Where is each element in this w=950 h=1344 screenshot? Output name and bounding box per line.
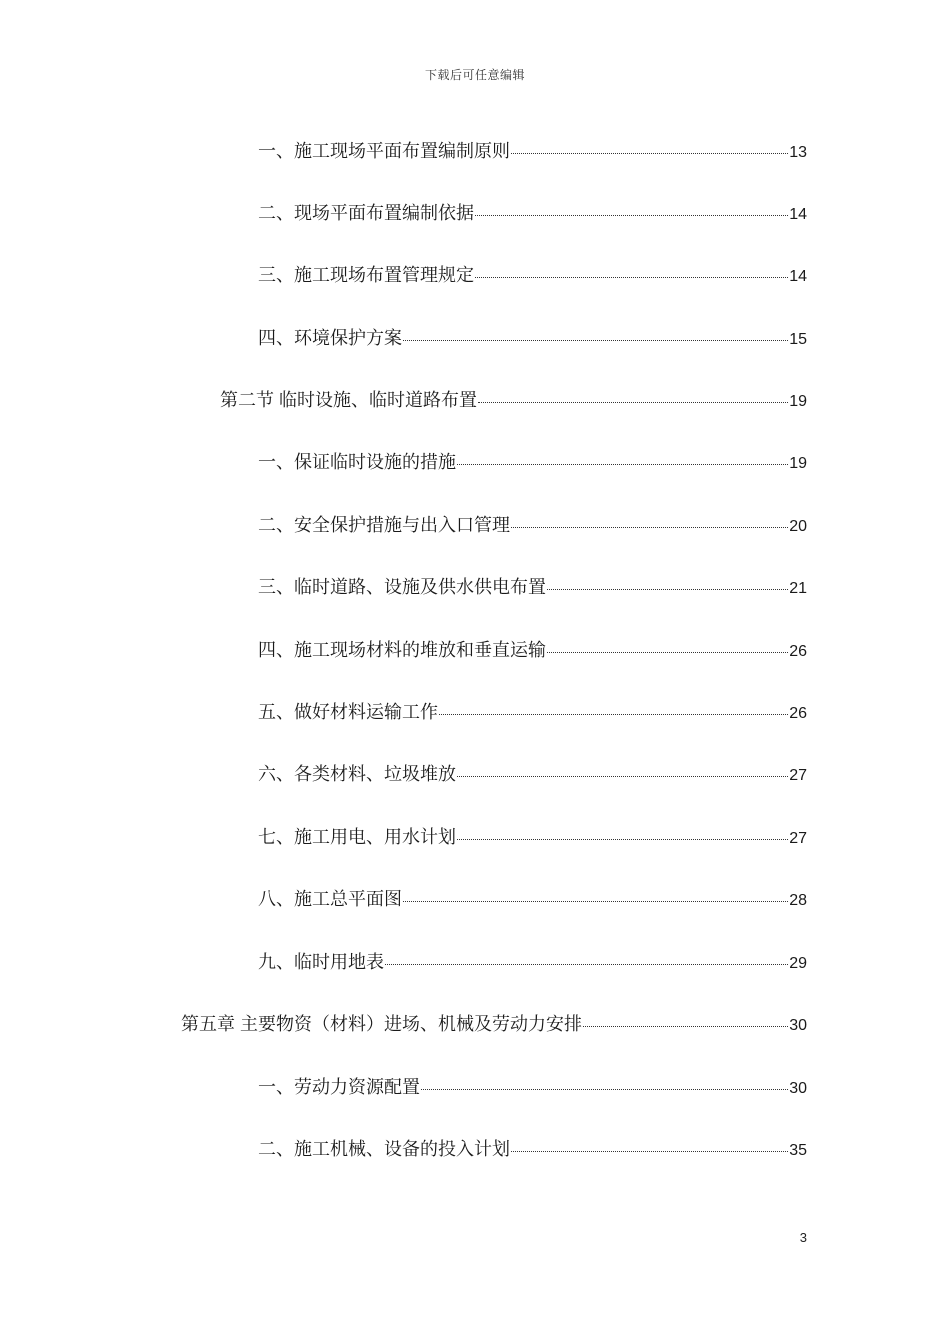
toc-entry-title: 三、临时道路、设施及供水供电布置 [258, 577, 546, 597]
toc-entry[interactable] [258, 139, 807, 165]
toc-entry[interactable] [258, 201, 807, 227]
toc-leader-dots [511, 526, 788, 528]
toc-leader-dots [403, 900, 788, 902]
toc-entry[interactable] [258, 575, 807, 601]
toc-entry-page: 30 [789, 1017, 807, 1034]
toc-entry[interactable] [258, 263, 807, 289]
toc-entry-page: 21 [789, 580, 807, 597]
toc-leader-dots [583, 1025, 788, 1027]
toc-entry-page: 28 [789, 892, 807, 909]
toc-entry-page: 27 [789, 830, 807, 847]
toc-leader-dots [475, 214, 788, 216]
toc-leader-dots [421, 1088, 788, 1090]
toc-entry-title: 二、施工机械、设备的投入计划 [258, 1139, 510, 1159]
toc-entry-title: 二、安全保护措施与出入口管理 [258, 515, 510, 535]
page-header: 下载后可任意编辑 [424, 68, 525, 82]
toc-entry[interactable] [258, 950, 807, 976]
toc-entry-title: 七、施工用电、用水计划 [258, 827, 456, 847]
toc-entry-title: 第二节 临时设施、临时道路布置 [220, 390, 477, 410]
toc-leader-dots [403, 339, 788, 341]
toc-entry-title: 八、施工总平面图 [258, 889, 402, 909]
toc-entry-page: 20 [789, 518, 807, 535]
toc-entry-page: 15 [789, 331, 807, 348]
toc-leader-dots [439, 713, 788, 715]
toc-entry-page: 29 [789, 955, 807, 972]
toc-entry-title: 一、劳动力资源配置 [258, 1077, 420, 1097]
toc-leader-dots [547, 651, 788, 653]
toc-entry-page: 19 [789, 455, 807, 472]
toc-leader-dots [478, 401, 788, 403]
toc-leader-dots [511, 1150, 788, 1152]
page-number: 3 [799, 1230, 807, 1245]
toc-entry-title: 一、保证临时设施的措施 [258, 452, 456, 472]
toc-entry-page: 26 [789, 705, 807, 722]
toc-entry-page: 35 [789, 1142, 807, 1159]
toc-leader-dots [457, 838, 788, 840]
toc-entry[interactable] [258, 638, 807, 664]
toc-entry[interactable] [258, 887, 807, 913]
toc-entry[interactable] [258, 762, 807, 788]
toc-entry[interactable] [258, 700, 807, 726]
toc-entry-title: 三、施工现场布置管理规定 [258, 265, 474, 285]
toc-entry[interactable] [258, 513, 807, 539]
toc-leader-dots [511, 152, 788, 154]
toc-entry[interactable] [258, 825, 807, 851]
toc-leader-dots [457, 463, 788, 465]
toc-entry-page: 30 [789, 1080, 807, 1097]
toc-entry-page: 13 [789, 144, 807, 161]
toc-entry-title: 四、环境保护方案 [258, 328, 402, 348]
toc-entry-title: 二、现场平面布置编制依据 [258, 203, 474, 223]
toc-entry-page: 14 [789, 206, 807, 223]
toc-entry-page: 27 [789, 767, 807, 784]
toc-entry-title: 五、做好材料运输工作 [258, 702, 438, 722]
toc-leader-dots [385, 963, 788, 965]
toc-entry-page: 14 [789, 268, 807, 285]
toc-entry-title: 六、各类材料、垃圾堆放 [258, 764, 456, 784]
toc-entry[interactable] [258, 1137, 807, 1163]
toc-entry[interactable] [258, 1075, 807, 1101]
toc-entry-chapter[interactable] [181, 1012, 807, 1038]
toc-leader-dots [457, 775, 788, 777]
toc-entry-page: 26 [789, 643, 807, 660]
toc-entry-page: 19 [789, 393, 807, 410]
toc-entry[interactable] [258, 326, 807, 352]
toc-entry-title: 第五章 主要物资（材料）进场、机械及劳动力安排 [181, 1014, 582, 1034]
toc-entry[interactable] [258, 450, 807, 476]
toc-entry-title: 九、临时用地表 [258, 952, 384, 972]
toc-entry-title: 四、施工现场材料的堆放和垂直运输 [258, 640, 546, 660]
toc-leader-dots [475, 276, 788, 278]
toc-entry-section[interactable] [220, 388, 807, 414]
toc-entry-title: 一、施工现场平面布置编制原则 [258, 141, 510, 161]
toc-leader-dots [547, 588, 788, 590]
